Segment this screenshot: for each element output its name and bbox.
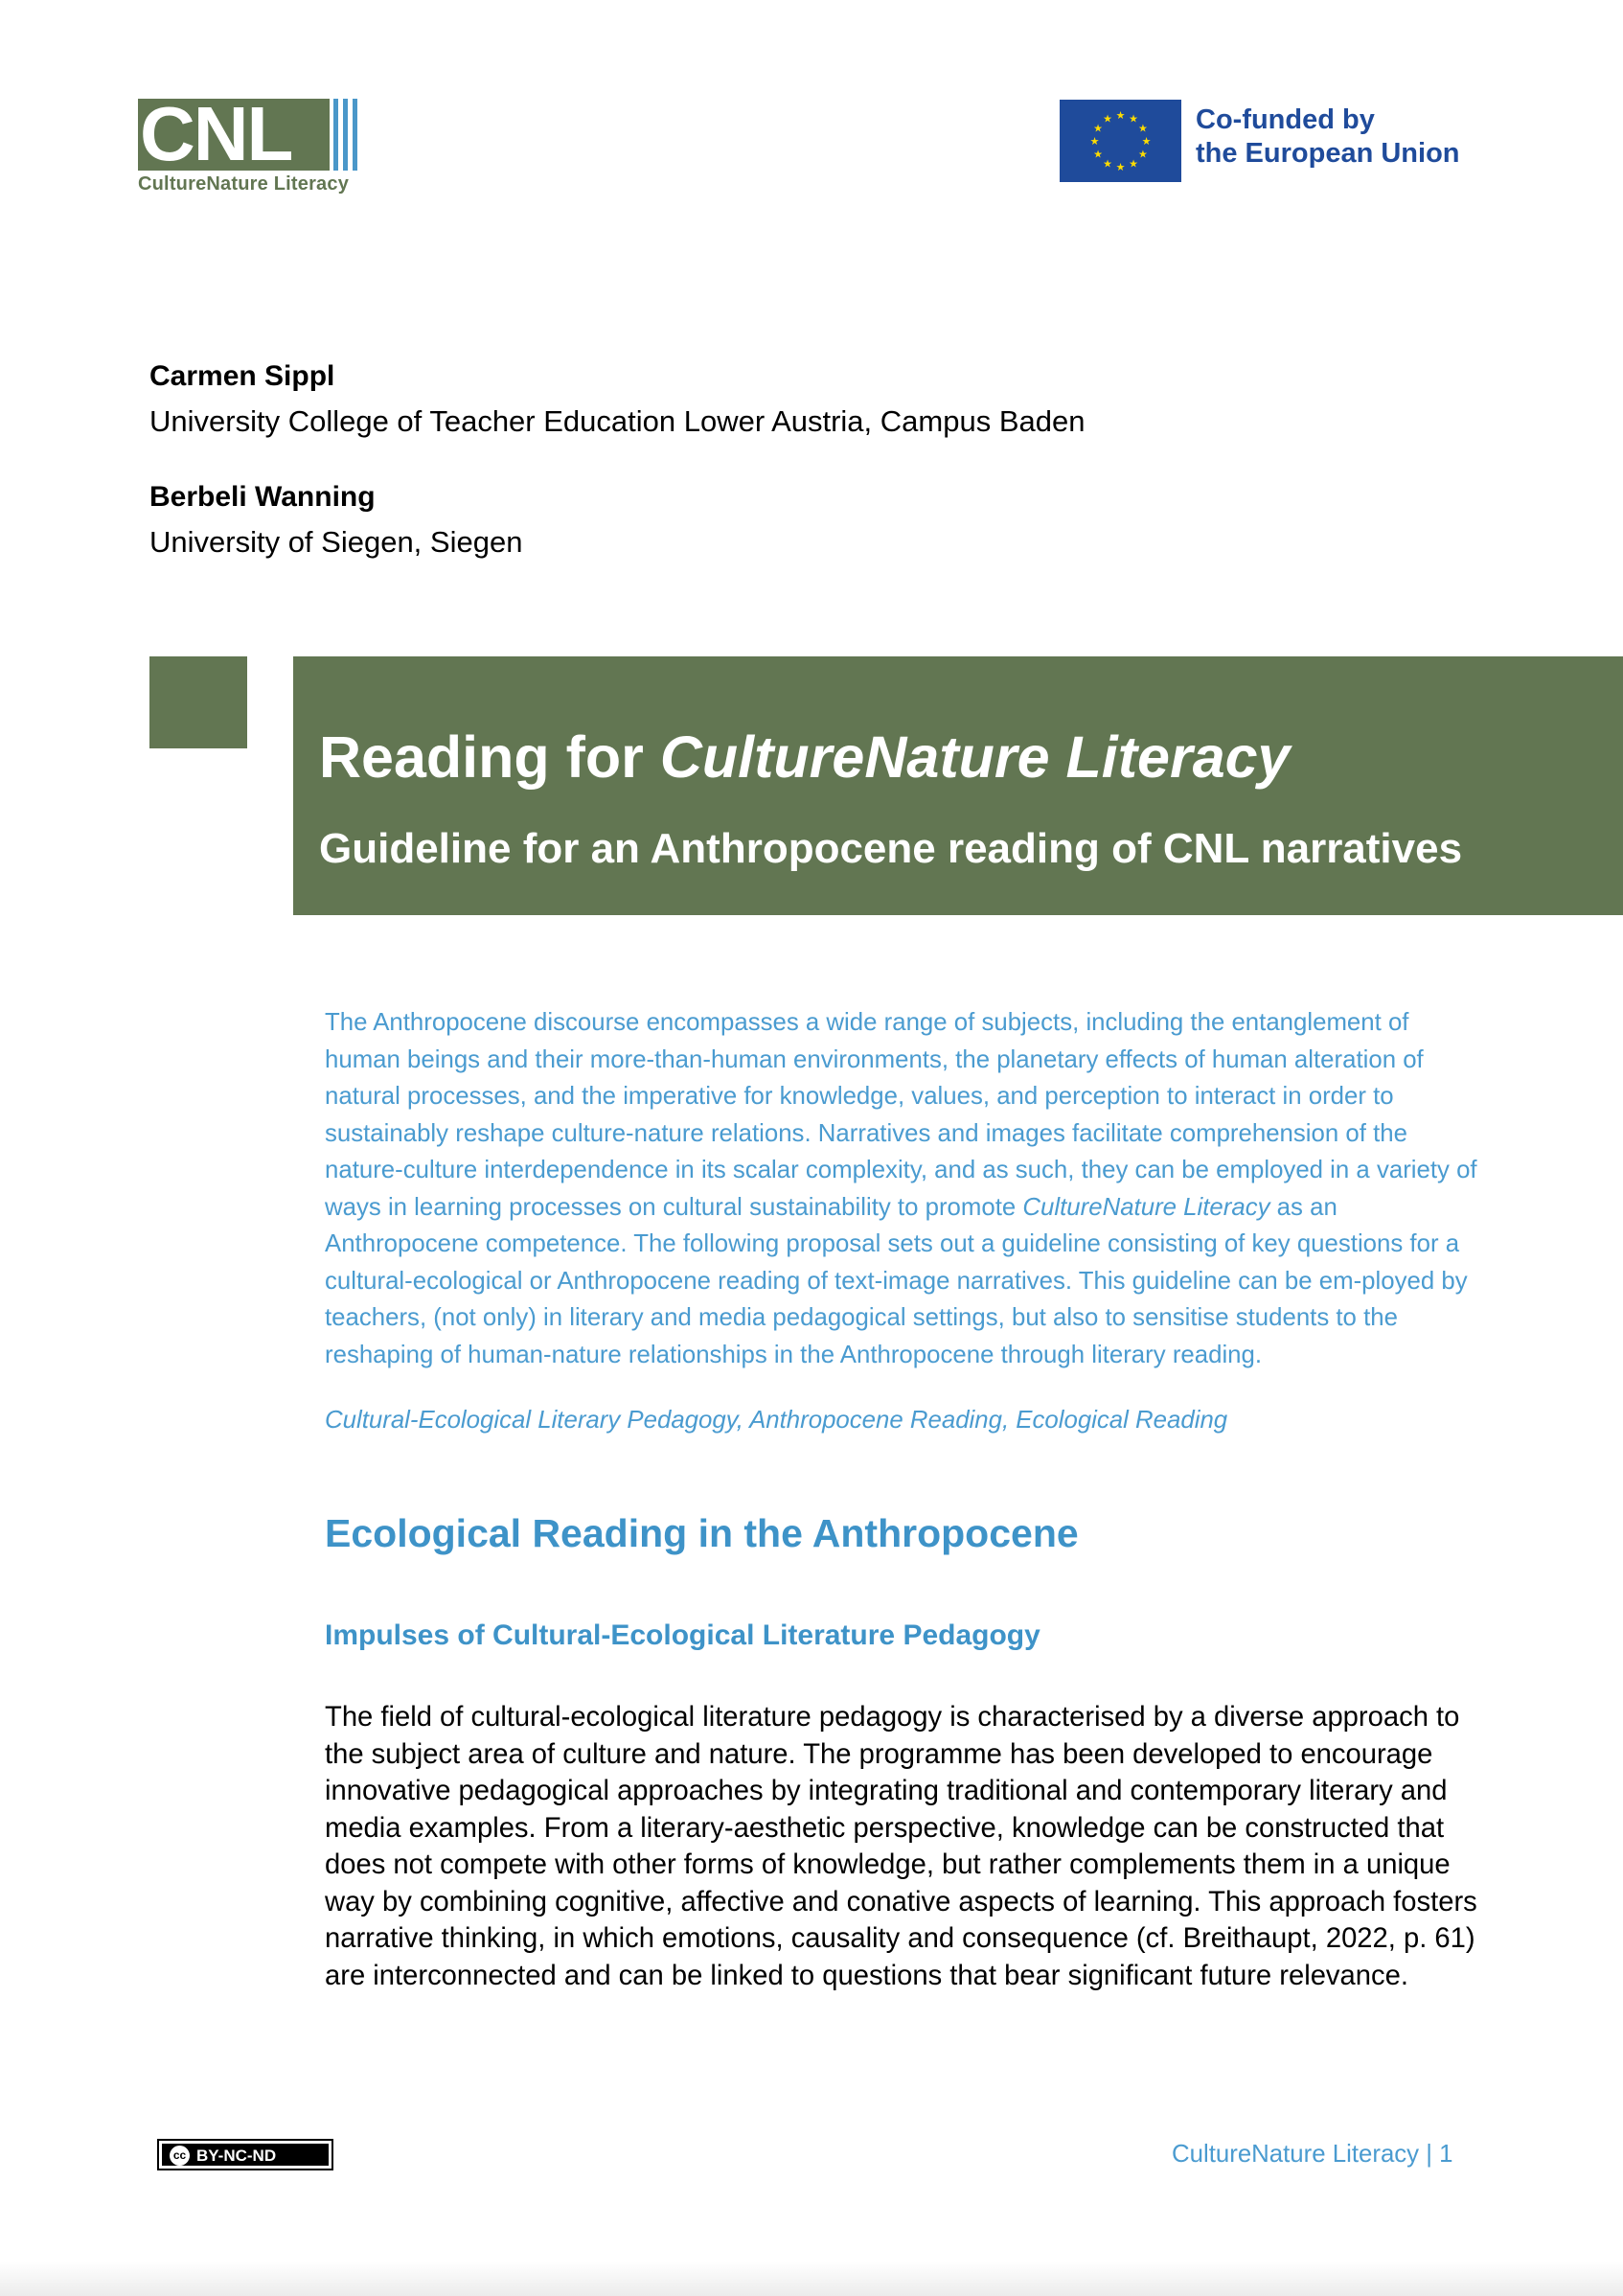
page-bottom-edge (0, 2262, 1623, 2296)
page-title (319, 719, 1290, 795)
eu-star-icon: ★ (1093, 148, 1104, 161)
author-affiliation-1: University College of Teacher Education Lower Austria, Campus Baden (149, 404, 1086, 438)
abstract-part-2: as an Anthropocene competence. The following proposal sets out a guideline consisting of key questions for a cultural-ecological or Anthropocene reading of text-image narratives. This guideline can be em-ployed by teachers, (not only) in literary and media pedagogical settings, but also to sensitise students to the reshaping of human-nature relationships in the Anthropocene through literary reading. (325, 1193, 1468, 1368)
page-subtitle: Guideline for an Anthropocene reading of CNL narratives (319, 825, 1463, 872)
cnl-logo-letters: CNL (140, 91, 292, 176)
page-title-prefix: Reading for (319, 724, 660, 790)
eu-funding-line-2: the European Union (1196, 138, 1460, 169)
eu-star-icon: ★ (1141, 135, 1152, 148)
cnl-logo (138, 91, 360, 195)
cc-icon: cc (170, 2146, 190, 2166)
abstract-part-1: The Anthropocene discourse encompasses a wide range of subjects, including the entanglement of human beings and their more-than-human environments, the planetary effects of human alteration of natural processes, and the imperative for knowledge, values, and perception to interact in order to sustainably reshape culture-nature relations. Narratives and images facilitate comprehension of the nature-culture interdependence in its scalar complexity, and as such, they can be employed in a variety of ways in learning processes on cultural sustainability to promote (325, 1009, 1477, 1221)
abstract (325, 1004, 1490, 1373)
author-name-2: Berbeli Wanning (149, 481, 376, 513)
author-name-1: Carmen Sippl (149, 360, 335, 392)
eu-star-icon: ★ (1129, 112, 1138, 126)
section-subheading: Impulses of Cultural-Ecological Literature Pedagogy (325, 1619, 1040, 1651)
cnl-logo-tagline: CultureNature Literacy (138, 173, 350, 195)
eu-star-icon: ★ (1115, 161, 1126, 173)
footer-page-label: CultureNature Literacy | 1 (1172, 2141, 1453, 2168)
eu-star-icon: ★ (1137, 148, 1148, 161)
keywords: Cultural-Ecological Literary Pedagogy, Anthropocene Reading, Ecological Reading (325, 1407, 1228, 1434)
cnl-logo-block (138, 91, 330, 176)
eu-star-icon: ★ (1115, 109, 1126, 122)
section-heading: Ecological Reading in the Anthropocene (325, 1511, 1079, 1555)
author-affiliation-2: University of Siegen, Siegen (149, 525, 523, 559)
decorative-square (149, 656, 247, 748)
eu-star-icon: ★ (1103, 157, 1112, 171)
eu-star-icon: ★ (1089, 135, 1100, 148)
abstract-italic: CultureNature Literacy (1022, 1193, 1270, 1221)
eu-funding-label (1196, 103, 1460, 171)
eu-star-icon: ★ (1129, 157, 1138, 171)
cc-license-badge[interactable] (157, 2139, 333, 2170)
body-paragraph: The field of cultural-ecological literature pedagogy is characterised by a diverse approach to the subject area of culture and nature. The programme has been developed to encourage innovative pedagogical approaches by integrating traditional and contemporary literary and media examples. From a literary-aesthetic perspective, knowledge can be constructed that does not compete with other forms of knowledge, but rather complements them in a unique way by combining cognitive, affective and conative aspects of learning. This approach fosters narrative thinking, in which emotions, causality and consequence (cf. Breithaupt, 2022, p. 61) are interconnected and can be linked to questions that bear significant future relevance. (325, 1702, 1477, 1991)
page-title-italic: CultureNature Literacy (659, 724, 1291, 790)
eu-star-icon: ★ (1093, 122, 1104, 135)
eu-flag-icon (1060, 100, 1181, 182)
license-label: BY-NC-ND (196, 2147, 277, 2165)
eu-star-icon: ★ (1137, 122, 1148, 135)
eu-funding-line-1: Co-funded by (1196, 104, 1375, 135)
cnl-logo-stripes (328, 99, 360, 171)
eu-star-icon: ★ (1103, 112, 1112, 126)
